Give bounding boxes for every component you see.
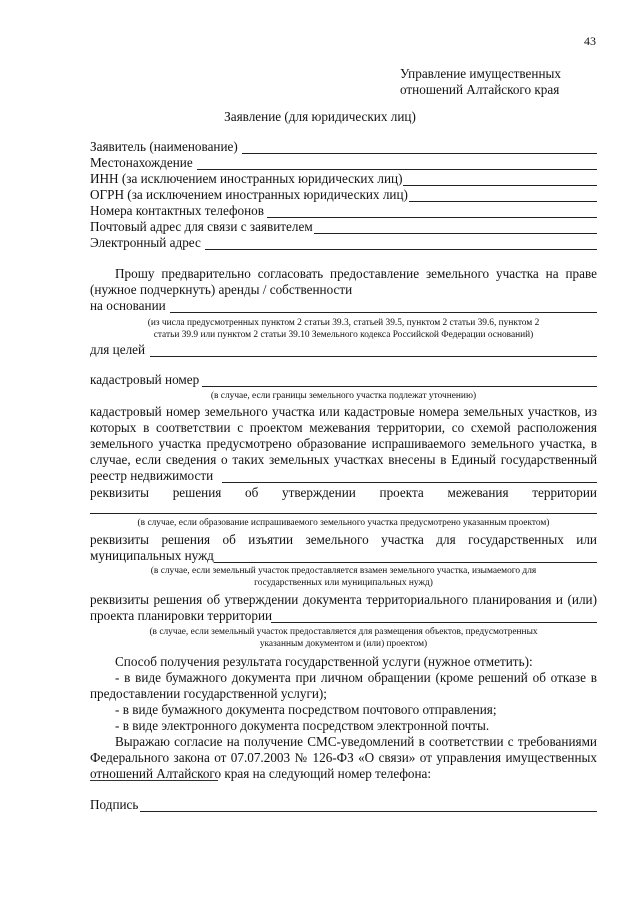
sms-consent-line-2: Федерального закона от 07.07.2003 № 126-ФЗ «О связи» от управления имущественных xyxy=(90,750,597,765)
survey-decision-note: (в случае, если образование испрашиваемого земельного участка предусмотрено указанным проектом) xyxy=(137,518,550,528)
method-option-postal[interactable]: - в виде бумажного документа посредством почтового отправления; xyxy=(115,702,497,717)
field-email-label: Электронный адрес xyxy=(90,235,201,250)
field-email-line[interactable] xyxy=(205,249,597,250)
basis-line[interactable] xyxy=(170,312,597,313)
purpose-label: для целей xyxy=(90,342,146,357)
field-applicant-name-line[interactable] xyxy=(242,153,597,154)
addressee-line: отношений Алтайского края xyxy=(400,82,560,97)
addressee-line: Управление имущественных xyxy=(400,66,561,81)
withdrawal-line-2: муниципальных нужд xyxy=(90,548,214,563)
field-applicant-name-label: Заявитель (наименование) xyxy=(90,139,238,154)
withdrawal-note-2: государственных или муниципальных нужд) xyxy=(254,578,433,588)
sms-consent-line-1: Выражаю согласие на получение СМС-уведомлений в соответствии с требованиями xyxy=(115,734,597,749)
withdrawal-line-1: реквизиты решения об изъятии земельного участка для государственных или xyxy=(90,532,597,547)
cadastral-note: (в случае, если границы земельного участка подлежат уточнению) xyxy=(210,391,477,401)
document-title: Заявление (для юридических лиц) xyxy=(224,109,416,124)
method-option-paper-in-person-cont: предоставлении государственной услуги); xyxy=(90,686,327,701)
field-phones-label: Номера контактных телефонов xyxy=(90,203,265,218)
cadastral-para-line: земельного участка предусмотрено образование испрашиваемого земельного участка, в xyxy=(90,436,597,451)
cadastral-para-line: кадастровый номер земельного участка или кадастровые номера земельных участков, из xyxy=(90,404,597,419)
method-option-email[interactable]: - в виде электронного документа посредством электронной почты. xyxy=(115,718,490,733)
field-location-line[interactable] xyxy=(197,169,597,170)
cadastral-number-line[interactable] xyxy=(202,386,597,387)
cadastral-number-label: кадастровый номер xyxy=(90,372,200,387)
page-number: 43 xyxy=(584,34,596,48)
basis-note-1: (из числа предусмотренных пунктом 2 статьи 39.3, статьей 39.5, пунктом 2 статьи 39.6, пунктом 2 xyxy=(147,318,540,328)
signature-label: Подпись xyxy=(90,797,139,812)
planning-note-2: указанным документом и (или) проектом) xyxy=(259,639,428,649)
method-heading: Способ получения результата государственной услуги (нужное отметить): xyxy=(115,654,533,669)
addressee-block xyxy=(400,66,561,98)
field-postal-address-line[interactable] xyxy=(314,233,597,234)
field-phones-line[interactable] xyxy=(267,217,597,218)
survey-decision-label: реквизиты решения об утверждении проекта межевания территории xyxy=(90,485,597,500)
basis-note-2: статьи 39.9 или пунктом 2 статьи 39.10 Земельного кодекса Российской Федерации оснований) xyxy=(153,330,534,340)
request-line-1: Прошу предварительно согласовать предоставление земельного участка на праве xyxy=(115,266,597,281)
field-postal-address-label: Почтовый адрес для связи с заявителем xyxy=(90,219,313,234)
field-inn-label: ИНН (за исключением иностранных юридических лиц) xyxy=(90,171,403,186)
signature-line[interactable] xyxy=(140,811,597,812)
planning-line-2: проекта планировки территории xyxy=(90,608,273,623)
cadastral-para-line: которых в соответствии с проектом межевания территории, со схемой расположения xyxy=(90,420,597,435)
method-option-paper-in-person[interactable]: - в виде бумажного документа при личном обращении (кроме решений об отказе в xyxy=(115,670,597,685)
phone-number-line[interactable] xyxy=(90,780,218,781)
registry-line[interactable] xyxy=(222,482,597,483)
cadastral-para-last: реестр недвижимости xyxy=(90,468,214,483)
planning-note-1: (в случае, если земельный участок предоставляется для размещения объектов, предусмотренных xyxy=(149,627,538,637)
sms-consent-line-3: отношений Алтайского края на следующий номер телефона: xyxy=(90,766,432,781)
field-location-label: Местонахождение xyxy=(90,155,193,170)
planning-line[interactable] xyxy=(271,622,597,623)
basis-label: на основании xyxy=(90,298,166,313)
field-ogrn-line[interactable] xyxy=(409,201,597,202)
survey-decision-line[interactable] xyxy=(90,513,597,514)
withdrawal-line[interactable] xyxy=(214,562,597,563)
planning-line-1: реквизиты решения об утверждении документа территориального планирования и (или) xyxy=(90,592,597,607)
field-inn-line[interactable] xyxy=(403,185,597,186)
purpose-line[interactable] xyxy=(150,356,597,357)
field-ogrn-label: ОГРН (за исключением иностранных юридических лиц) xyxy=(90,187,408,202)
cadastral-para-line: случае, если сведения о таких земельных участках внесены в Единый государственный xyxy=(90,452,597,467)
withdrawal-note-1: (в случае, если земельный участок предоставляется взамен земельного участка, изымаемого для xyxy=(150,566,537,576)
request-line-2: (нужное подчеркнуть) аренды / собственности xyxy=(90,282,353,297)
